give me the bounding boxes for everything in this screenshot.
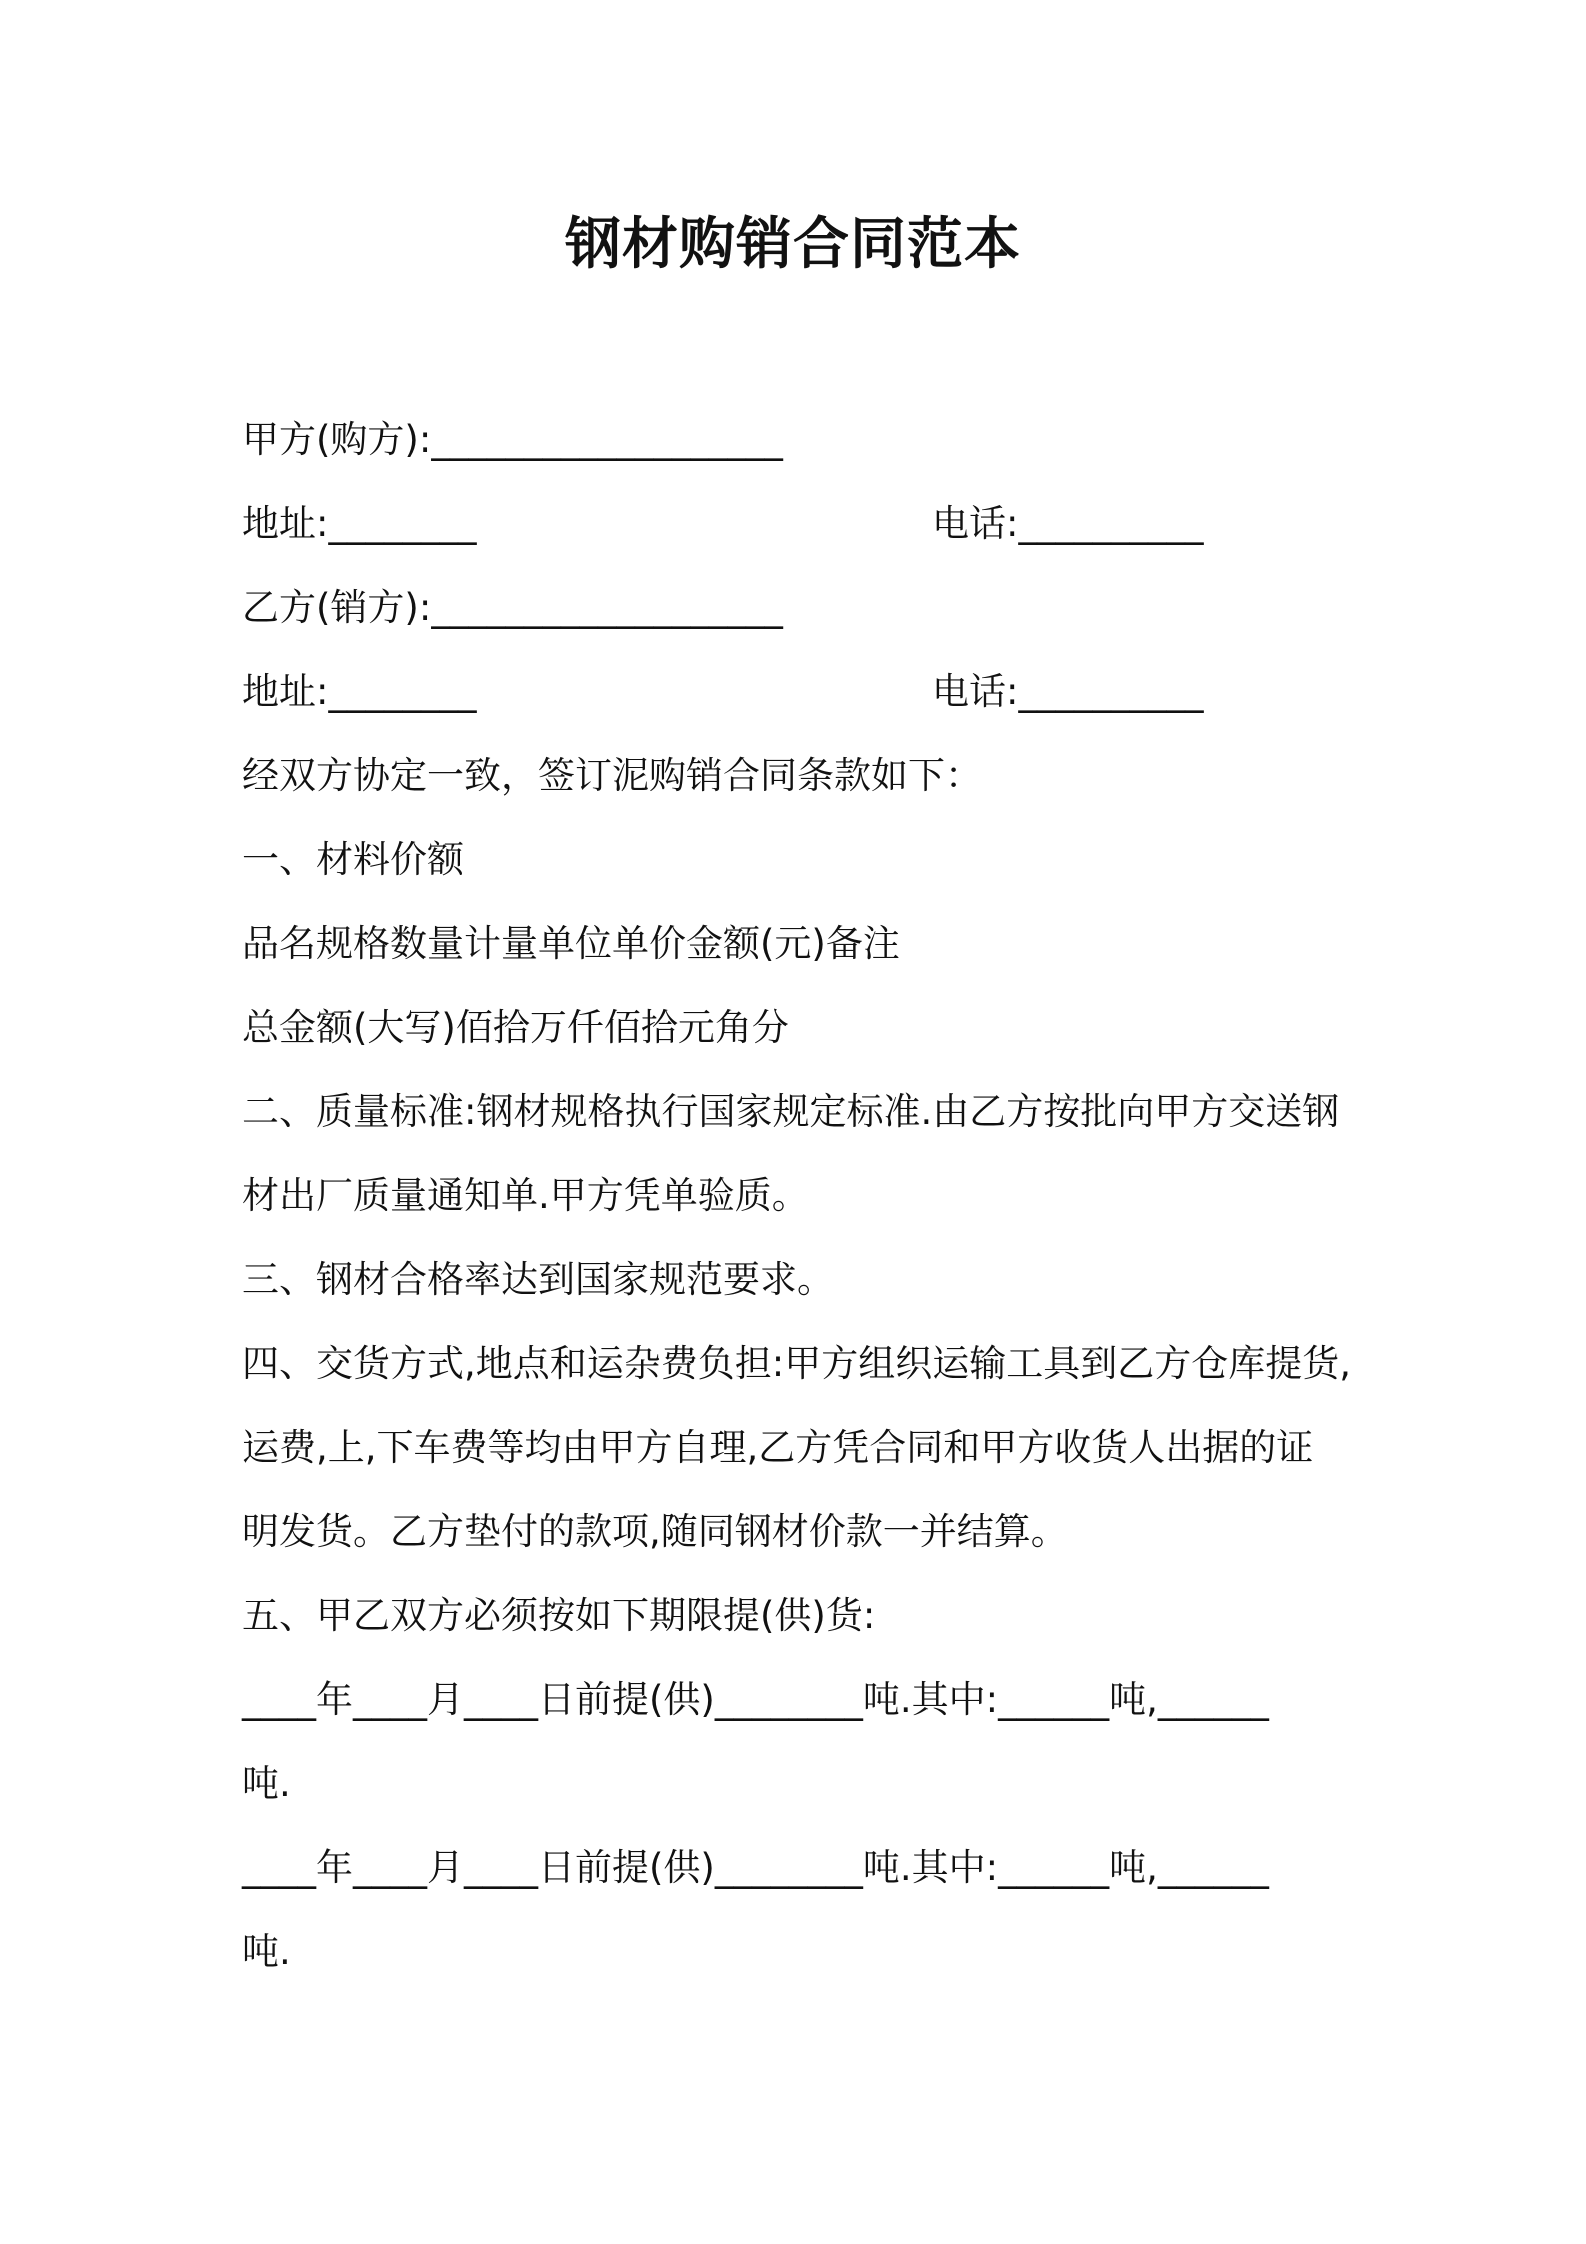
clause-line: 总金额(大写)佰拾万仟佰拾元角分 [242, 1006, 789, 1049]
party-a-address: 地址:________ [242, 502, 477, 545]
clause-line: ____年____月____日前提(供)________吨.其中:______吨,______ [242, 1846, 1269, 1889]
party-b-address: 地址:________ [242, 670, 477, 713]
clause-line: ____年____月____日前提(供)________吨.其中:______吨,______ [242, 1678, 1269, 1721]
party-b-phone: 电话:__________ [932, 670, 1204, 713]
clause-line: 四、交货方式,地点和运杂费负担:甲方组织运输工具到乙方仓库提货, [242, 1342, 1351, 1385]
party-a-label: 甲方(购方):___________________ [242, 418, 783, 461]
clause-line: 五、甲乙双方必须按如下期限提(供)货: [242, 1594, 876, 1637]
clause-line: 二、质量标准:钢材规格执行国家规定标准.由乙方按批向甲方交送钢 [242, 1090, 1340, 1133]
clause-line: 材出厂质量通知单.甲方凭单验质。 [242, 1174, 809, 1217]
document-title: 钢材购销合同范本 [565, 212, 1021, 277]
intro-paragraph: 经双方协定一致，签订泥购销合同条款如下： [242, 754, 982, 797]
party-b-label: 乙方(销方):___________________ [242, 586, 783, 629]
clause-line: 品名规格数量计量单位单价金额(元)备注 [242, 922, 900, 965]
clause-line: 明发货。乙方垫付的款项,随同钢材价款一并结算。 [242, 1510, 1068, 1553]
party-a-phone: 电话:__________ [932, 502, 1204, 545]
clause-line: 吨. [242, 1930, 291, 1973]
clause-line: 运费,上,下车费等均由甲方自理,乙方凭合同和甲方收货人出据的证 [242, 1426, 1314, 1469]
clause-line: 三、钢材合格率达到国家规范要求。 [242, 1258, 834, 1301]
clause-line: 一、材料价额 [242, 838, 464, 881]
clause-line: 吨. [242, 1762, 291, 1805]
